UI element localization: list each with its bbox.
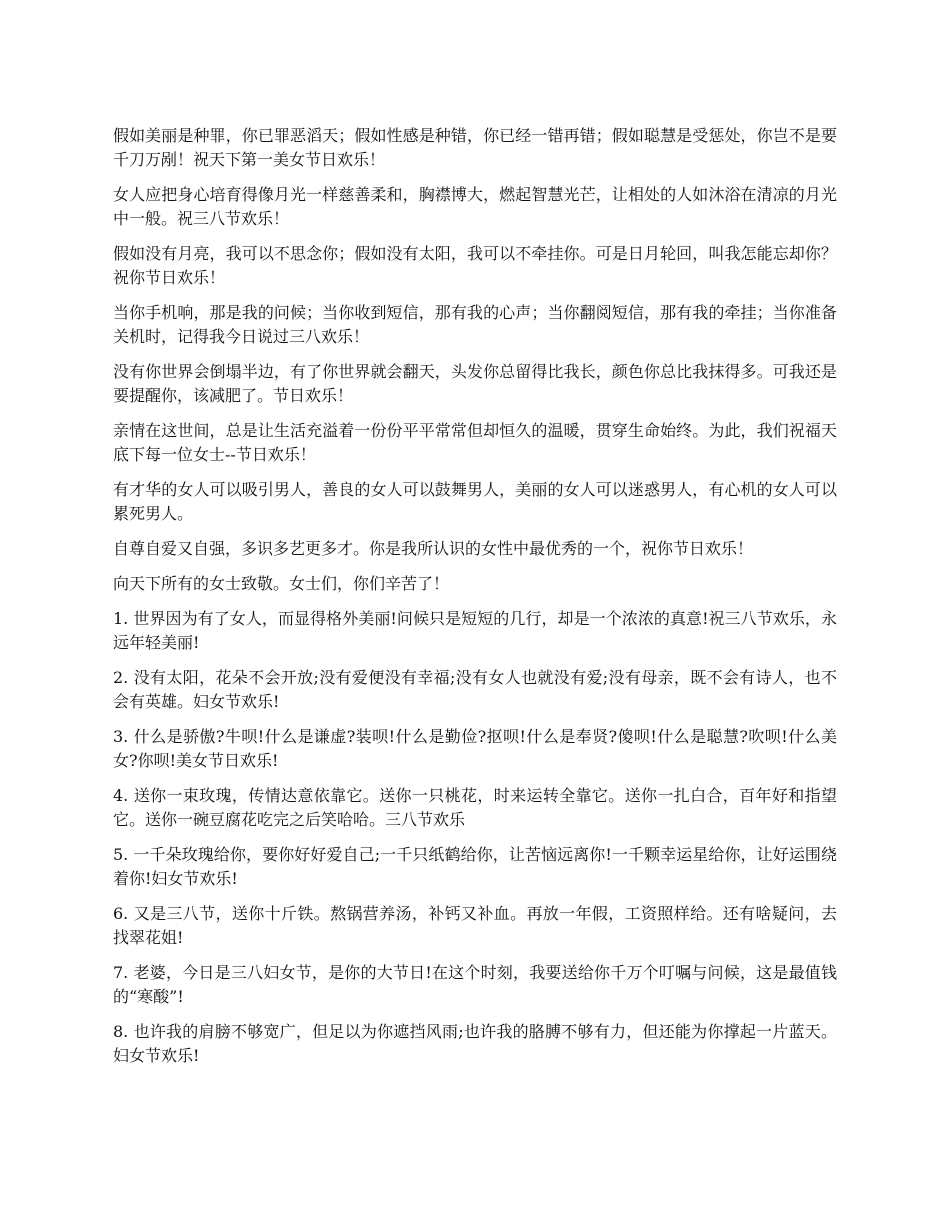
list-item-5: 5. 一千朵玫瑰给你，要你好好爱自己;一千只纸鹤给你，让苦恼远离你!一千颗幸运星给你，让好运围绕着你!妇女节欢乐! bbox=[113, 845, 837, 888]
list-item-1: 1. 世界因为有了女人，而显得格外美丽!问候只是短短的几行，却是一个浓浓的真意!祝三八节欢乐，永远年轻美丽! bbox=[113, 609, 837, 652]
paragraph-5: 没有你世界会倒塌半边，有了你世界就会翻天，头发你总留得比我长，颜色你总比我抹得多。可我还是要提醒你，该减肥了。节日欢乐！ bbox=[113, 362, 837, 405]
paragraph-1: 假如美丽是种罪，你已罪恶滔天；假如性感是种错，你已经一错再错；假如聪慧是受惩处，你岂不是要千刀万剐！祝天下第一美女节日欢乐！ bbox=[113, 126, 837, 169]
paragraph-4: 当你手机响，那是我的问候；当你收到短信，那有我的心声；当你翻阅短信，那有我的牵挂；当你准备关机时，记得我今日说过三八欢乐！ bbox=[113, 303, 837, 346]
list-item-4: 4. 送你一束玫瑰，传情达意依靠它。送你一只桃花，时来运转全靠它。送你一扎白合，百年好和指望它。送你一碗豆腐花吃完之后笑哈哈。三八节欢乐 bbox=[113, 786, 837, 829]
paragraph-7: 有才华的女人可以吸引男人，善良的女人可以鼓舞男人，美丽的女人可以迷惑男人，有心机的女人可以累死男人。 bbox=[113, 480, 837, 523]
paragraph-3: 假如没有月亮，我可以不思念你；假如没有太阳，我可以不牵挂你。可是日月轮回，叫我怎能忘却你？祝你节日欢乐！ bbox=[113, 244, 837, 287]
list-item-6: 6. 又是三八节，送你十斤铁。熬锅营养汤，补钙又补血。再放一年假，工资照样给。还有啥疑问，去找翠花姐! bbox=[113, 904, 837, 947]
list-item-2: 2. 没有太阳，花朵不会开放;没有爱便没有幸福;没有女人也就没有爱;没有母亲，既不会有诗人，也不会有英雄。妇女节欢乐! bbox=[113, 668, 837, 711]
paragraph-8: 自尊自爱又自强，多识多艺更多才。你是我所认识的女性中最优秀的一个，祝你节日欢乐！ bbox=[113, 539, 754, 558]
list-item-8: 8. 也许我的肩膀不够宽广，但足以为你遮挡风雨;也许我的胳膊不够有力，但还能为你撑起一片蓝天。妇女节欢乐! bbox=[113, 1022, 837, 1065]
paragraph-2: 女人应把身心培育得像月光一样慈善柔和，胸襟博大，燃起智慧光芒，让相处的人如沐浴在清凉的月光中一般。祝三八节欢乐！ bbox=[113, 185, 837, 228]
document-body bbox=[113, 124, 837, 1079]
list-item-3: 3. 什么是骄傲?牛呗!什么是谦虚?装呗!什么是勤俭?抠呗!什么是奉贤?傻呗!什么是聪慧?吹呗!什么美女?你呗!美女节日欢乐! bbox=[113, 727, 837, 770]
paragraph-6: 亲情在这世间，总是让生活充溢着一份份平平常常但却恒久的温暖，贯穿生命始终。为此，我们祝福天底下每一位女士--节日欢乐！ bbox=[113, 421, 837, 464]
paragraph-9: 向天下所有的女士致敬。女士们，你们辛苦了！ bbox=[113, 574, 450, 593]
list-item-7: 7. 老婆，今日是三八妇女节，是你的大节日!在这个时刻，我要送给你千万个叮嘱与问候，这是最值钱的“寒酸”! bbox=[113, 963, 837, 1006]
